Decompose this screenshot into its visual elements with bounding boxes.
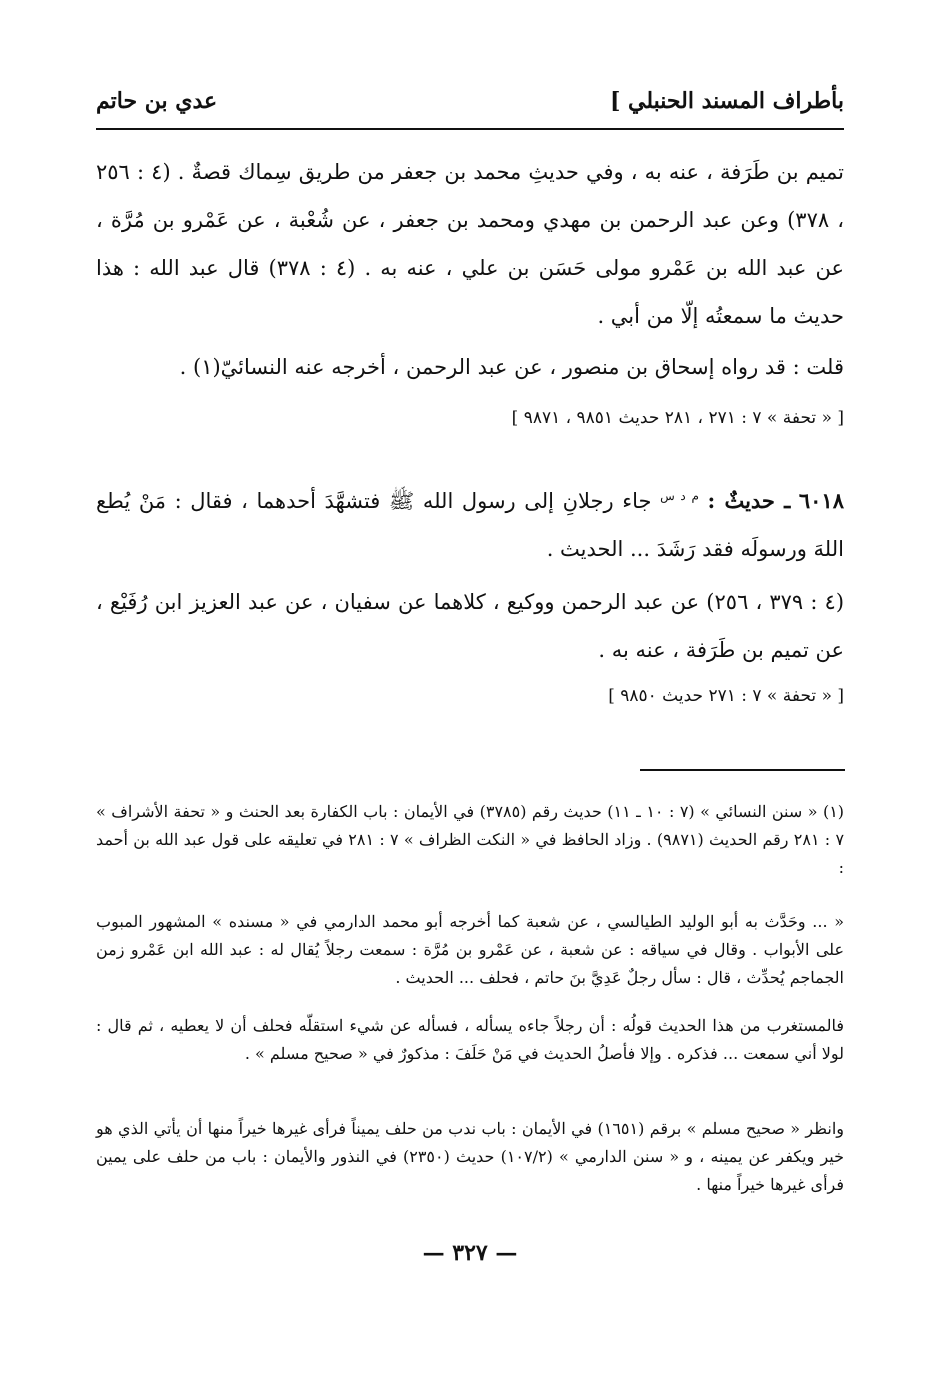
footnote-1: (١) « سنن النسائي » (٧ : ١٠ ـ ١١) حديث رقم (٣٧٨٥) في الأيمان : باب الكفارة بعد الحنث و « تحفة الأشراف » ٧ : ٢٨١ رقم الحديث (٩٨٧١) . وزاد الحافظ في « النكت الظراف » ٧ : ٢٨١ في تعليقه على قول عبد الله بن أحمد :: [96, 802, 845, 877]
footnote-see-also: وانظر « صحيح مسلم » برقم (١٦٥١) في الأيمان : باب ندب من حلف يميناً فرأى غيرها خيراً منها أن يأتي الذي هو خير ويكفر عن يمينه ، و « سنن الدارمي » (١٠٧/٢) حديث (٢٣٥٠) في النذور والأيمان : باب من حلف على يمين فرأى غيرها خيراً منها .: [96, 1119, 845, 1194]
hadith-title: ـ حديثٌ :: [707, 488, 791, 513]
hadith-entry: [96, 472, 844, 573]
tuhfa-reference-2: [ « تحفة » ٧ : ٢٧١ حديث ٩٨٥٠ ]: [608, 686, 844, 706]
hadith-number: ٦٠١٨: [798, 488, 844, 513]
header-divider: [96, 128, 844, 130]
paragraph-isnad-continued: تميم بن طَرَفة ، عنه به ، وفي حديثِ محمد بن جعفر من طريق سِماك قصةٌ . (٤ : ٢٥٦ ، ٣٧٨) وعن عبد الرحمن بن مهدي ومحمد بن جعفر ، عن شُعْبة ، عن عَمْرو بن مُرَّة ، عن عبد الله بن عَمْرو مولى حَسَن بن علي ، عنه به . (٤ : ٣٧٨) قال عبد الله : هذا حديث ما سمعتُه إلّا من أبي .: [96, 160, 844, 328]
book-title-header: بأطراف المسند الحنبلي ]: [609, 88, 844, 114]
hadith-source-marks: م د س: [660, 489, 699, 503]
footnote-quote-1: « ... وحَدَّث به أبو الوليد الطيالسي ، عن شعبة كما أخرجه أبو محمد الدارمي في « مسنده » المشهور المبوب على الأبواب . وقال في سياقه : عن شعبة ، عن عَمْرو بن مُرَّة : سمعت رجلاً يُقال له : عبد الله ابن عَمْرو زمن الجماجم يُحدِّث ، قال : سأل رجلٌ عَدِيَّ بنَ حاتم ، فحلف ... الحديث .: [96, 912, 844, 987]
paragraph-isnad-2: (٤ : ٣٧٩ ، ٢٥٦) عن عبد الرحمن ووكيع ، كلاهما عن سفيان ، عن عبد العزيز ابن رُفَيْع ، عن تميم بن طَرَفة ، عنه به .: [96, 590, 845, 662]
page-number: — ٣٢٧ —: [422, 1240, 518, 1266]
paragraph-note-nasai: قلت : قد رواه إسحاق بن منصور ، عن عبد الرحمن ، أخرجه عنه النسائيّ(١) .: [179, 355, 844, 379]
hadith-text: جاء رجلانِ إلى رسول الله ﷺ فتشهَّدَ أحدهما ، فقال : مَنْ يُطع اللهَ ورسولَه فقد رَشَدَ ... الحديث .: [96, 489, 844, 561]
chapter-title-header: عدي بن حاتم: [96, 88, 218, 114]
footnote-divider: [640, 769, 845, 771]
running-header: [96, 88, 844, 124]
footnote-quote-2: فالمستغرب من هذا الحديث قولُه : أن رجلاً جاءه يسأله ، فسأله عن شيء استقلّه فحلف أن لا يعطيه ، ثم قال : لولا أني سمعت ... فذكره . وإلا فأصلُ الحديث في مَنْ حَلَفَ : مذكورٌ في « صحيح مسلم » .: [96, 1016, 844, 1063]
tuhfa-reference-1: [ « تحفة » ٧ : ٢٧١ ، ٢٨١ حديث ٩٨٥١ ، ٩٨٧١ ]: [511, 408, 844, 428]
